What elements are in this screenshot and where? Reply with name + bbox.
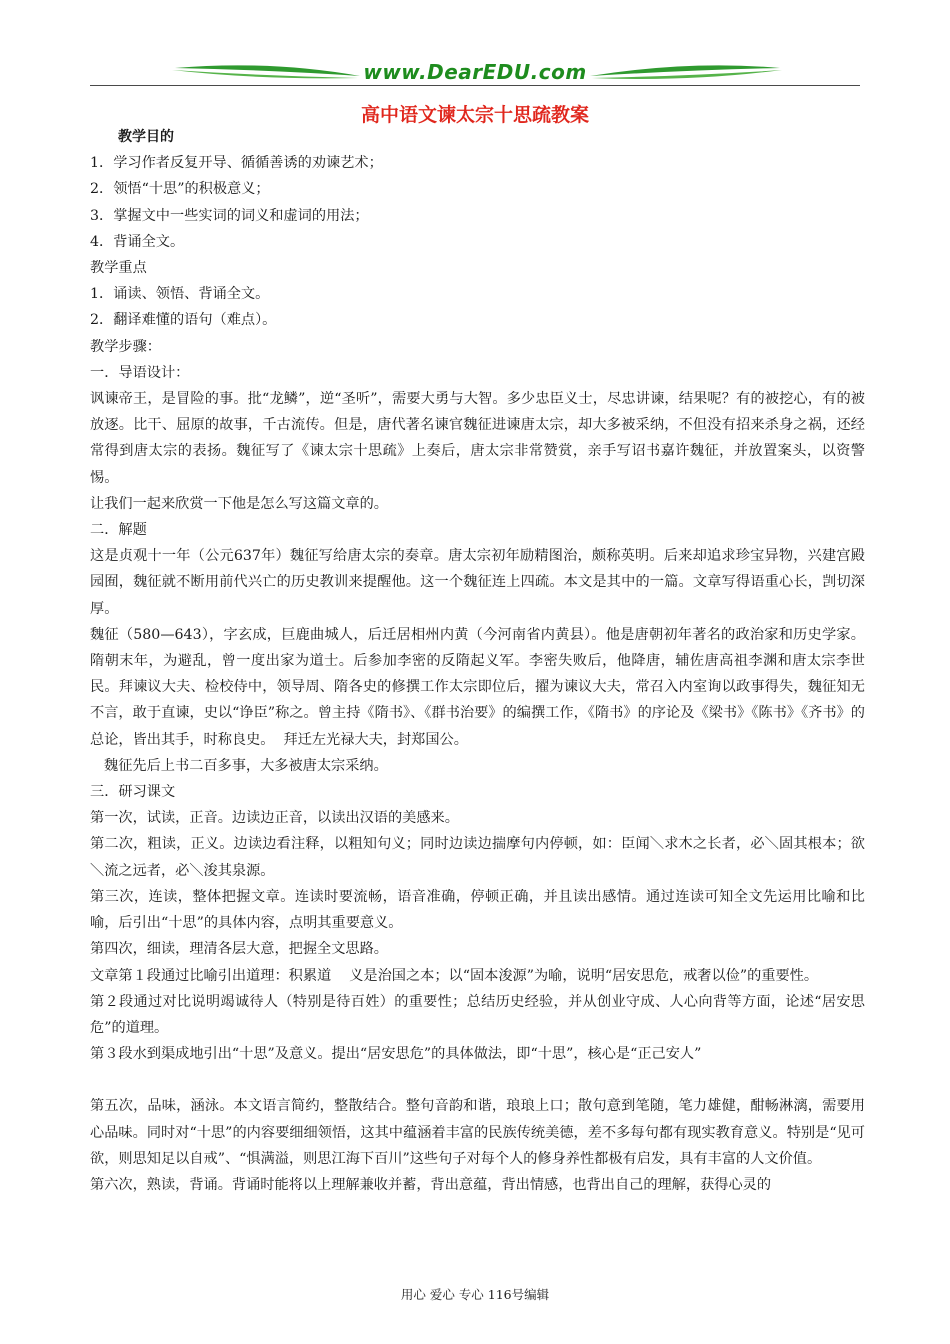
list-item: 4．背诵全文。 xyxy=(90,233,185,250)
list-item: 2．翻译难懂的语句（难点）。 xyxy=(90,312,277,329)
section-heading: 教学步骤： xyxy=(90,338,161,355)
header-divider xyxy=(90,85,860,86)
paragraph: 文章第１段通过比喻引出道理：积累道 义是治国之本；以“固本浚源”为喻，说明“居安思危，戒奢以俭”的重要性。 xyxy=(90,967,819,984)
paragraph: 魏征（580—643），字玄成，巨鹿曲城人，后迁居相州内黄（今河南省内黄县）。他是唐朝初年著名的政治家和历史学家。隋朝末年，为避乱，曾一度出家为道士。后参加李密的反隋起义军。李密失败后，他降唐，辅佐唐高祖李渊和唐太宗李世民。拜谏议大夫、检校侍中，领导周、隋各史的修撰工作太宗即位后，擢为谏议大夫，常召入内室询以政事得失，魏征知无不言，敢于直谏，史以“诤臣”称之。曾主持《隋书》、《群书治要》的编撰工作，《隋书》的序论及《梁书》《陈书》《齐书》的总论，皆出其手，时称良史。 拜迁左光禄大夫，封郑国公。 xyxy=(90,626,865,748)
list-item: 3．掌握文中一些实词的词义和虚词的用法； xyxy=(90,207,369,224)
list-item: 1．学习作者反复开导、循循善诱的劝谏艺术； xyxy=(90,155,383,172)
site-logo[interactable]: www.DearEDU.com xyxy=(363,60,587,84)
document-body xyxy=(90,124,865,1198)
section-heading: 三．研习课文 xyxy=(90,784,176,801)
paragraph: 第３段水到渠成地引出“十思”及意义。提出“居安思危”的具体做法，即“十思”，核心是“正己安人” xyxy=(90,1046,702,1063)
paragraph: 这是贞观十一年（公元637年）魏征写给唐太宗的奏章。唐太宗初年励精图治，颇称英明。后来却追求珍宝异物，兴建宫殿园囿，魏征就不断用前代兴亡的历史教训来提醒他。这一个魏征连上四疏。本文是其中的一篇。文章写得语重心长，剀切深厚。 xyxy=(90,548,865,617)
list-item: 1．诵读、领悟、背诵全文。 xyxy=(90,286,270,303)
section-heading: 教学目的 xyxy=(118,129,174,145)
paragraph: 第三次，连读，整体把握文章。连读时要流畅，语音准确，停顿正确，并且读出感情。通过连读可知全文先运用比喻和比喻，后引出“十思”的具体内容，点明其重要意义。 xyxy=(90,888,865,932)
section-heading: 二．解题 xyxy=(90,522,147,539)
paragraph: 魏征先后上书二百多事，大多被唐太宗采纳。 xyxy=(104,757,388,774)
page-header xyxy=(90,58,860,92)
paragraph: 让我们一起来欣赏一下他是怎么写这篇文章的。 xyxy=(90,495,388,512)
paragraph: 讽谏帝王，是冒险的事。批“龙鳞”，逆“圣听”，需要大勇与大智。多少忠臣义士，尽忠讲谏，结果呢？有的被挖心，有的被放逐。比干、屈原的故事，千古流传。但是，唐代著名谏官魏征进谏唐太宗，却大多被采纳，不但没有招来杀身之祸，还经常得到唐太宗的表扬。魏征写了《谏太宗十思疏》上奏后，唐太宗非常赞赏，亲手写诏书嘉许魏征，并放置案头，以资警惕。 xyxy=(90,391,865,486)
paragraph: 第六次，熟读，背诵。背诵时能将以上理解兼收并蓄，背出意蕴，背出情感，也背出自己的理解，获得心灵的 xyxy=(90,1176,772,1193)
paragraph: 第２段通过对比说明竭诚待人（特别是待百姓）的重要性；总结历史经验，并从创业守成、人心向背等方面，论述“居安思危”的道理。 xyxy=(90,993,865,1036)
paragraph: 第四次，细读，理清各层大意，把握全文思路。 xyxy=(90,941,388,958)
page-title: 高中语文谏太宗十思疏教案 xyxy=(360,104,589,126)
paragraph: 第一次，试读，正音。边读边正音，以读出汉语的美感来。 xyxy=(90,810,459,827)
paragraph: 第五次，品味，涵泳。本文语言简约，整散结合。整句音韵和谐，琅琅上口；散句意到笔随，笔力雄健，酣畅淋漓，需要用心品味。同时对“十思”的内容要细细领悟，这其中蕴涵着丰富的民族传统美德，差不多每句都有现实教育意义。特别是“见可欲，则思知足以自戒”、“惧满溢，则思江海下百川”这些句子对每个人的修身养性都极有启发，具有丰富的人文价值。 xyxy=(90,1098,865,1167)
section-heading: 教学重点 xyxy=(90,260,147,277)
list-item: 2．领悟“十思”的积极意义； xyxy=(90,181,270,198)
page-footer: 用心 爱心 专心 116号编辑 xyxy=(400,1287,550,1302)
section-heading: 一．导语设计： xyxy=(90,364,190,381)
paragraph: 第二次，粗读，正义。边读边看注释，以粗知句义；同时边读边揣摩句内停顿，如：臣闻＼求木之长者，必＼固其根本；欲＼流之远者，必＼浚其泉源。 xyxy=(90,836,865,879)
